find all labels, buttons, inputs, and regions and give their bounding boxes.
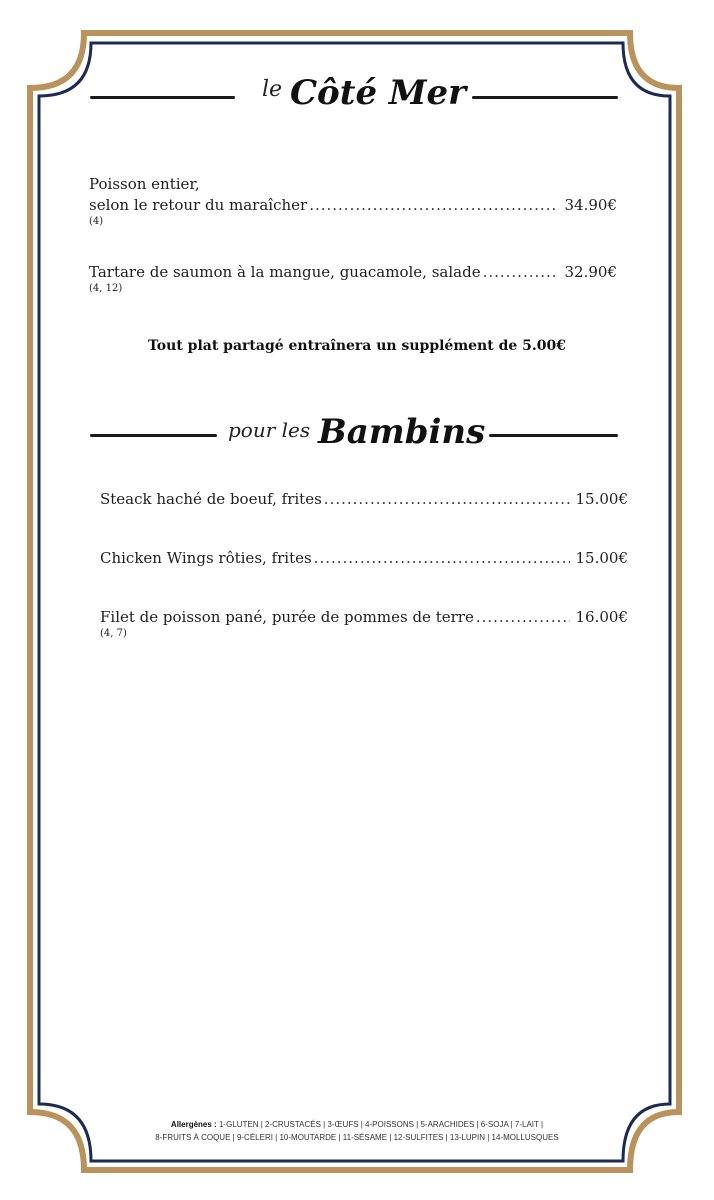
dot-leader bbox=[483, 263, 559, 281]
menu-item bbox=[89, 263, 617, 294]
header-script-word: pour les bbox=[228, 418, 311, 442]
item-name: Tartare de saumon à la mangue, guacamole, salade bbox=[89, 263, 481, 281]
item-name: Filet de poisson pané, purée de pommes de terre bbox=[100, 608, 474, 626]
section-title-sea: Côté Mer bbox=[290, 73, 467, 113]
allergen-line1: 1-GLUTEN | 2-CRUSTACÉS | 3-ŒUFS | 4-POISSONS | 5-ARACHIDES | 6-SOJA | 7-LAIT | bbox=[218, 1120, 544, 1129]
dot-leader bbox=[476, 608, 570, 626]
item-price: 15.00€ bbox=[575, 490, 628, 508]
item-allergens: (4, 7) bbox=[100, 628, 127, 639]
header-script-word: le bbox=[262, 77, 283, 102]
section-header-kids bbox=[0, 404, 714, 464]
divider-left bbox=[90, 96, 235, 99]
section-header-sea bbox=[0, 65, 714, 125]
item-name: Steack haché de boeuf, frites bbox=[100, 490, 322, 508]
dot-leader bbox=[314, 549, 570, 567]
section-title-kids: Bambins bbox=[318, 412, 486, 452]
item-allergens: (4) bbox=[89, 216, 104, 227]
allergen-legend bbox=[0, 1118, 714, 1144]
shared-dish-note: Tout plat partagé entraînera un supplément de 5.00€ bbox=[147, 338, 566, 354]
item-allergens: (4, 12) bbox=[89, 283, 123, 294]
menu-item bbox=[100, 608, 628, 639]
item-price: 34.90€ bbox=[564, 196, 617, 214]
divider-right bbox=[489, 434, 618, 437]
allergen-label: Allergènes : bbox=[170, 1120, 217, 1129]
item-price: 32.90€ bbox=[564, 263, 617, 281]
dot-leader bbox=[324, 490, 570, 508]
menu-item bbox=[100, 490, 628, 508]
menu-item bbox=[89, 175, 617, 227]
item-name: selon le retour du maraîcher bbox=[89, 196, 308, 214]
item-name: Chicken Wings rôties, frites bbox=[100, 549, 312, 567]
divider-right bbox=[472, 96, 618, 99]
item-price: 16.00€ bbox=[575, 608, 628, 626]
item-line1: Poisson entier, bbox=[89, 175, 200, 193]
divider-left bbox=[90, 434, 217, 437]
item-price: 15.00€ bbox=[575, 549, 628, 567]
menu-item bbox=[100, 549, 628, 567]
allergen-line2: 8-FRUITS À COQUE | 9-CÉLERI | 10-MOUTARDE | 11-SÉSAME | 12-SULFITES | 13-LUPIN | 14-MOLLUSQUES bbox=[155, 1133, 559, 1142]
dot-leader bbox=[309, 196, 558, 214]
